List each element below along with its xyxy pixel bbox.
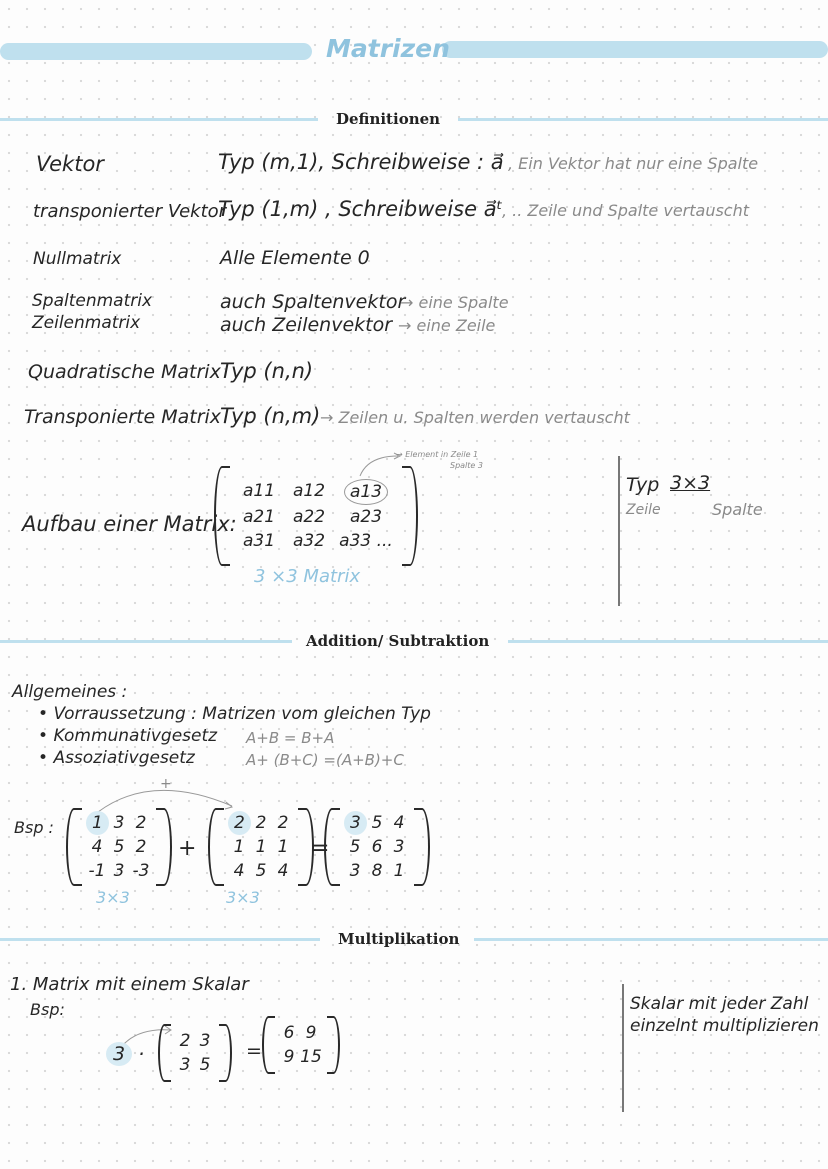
definition-value: Alle Elemente 0: [220, 247, 370, 269]
section-title-definitionen: Definitionen: [336, 110, 441, 128]
allgemeines-formula: A+B = B+A: [246, 729, 335, 747]
definition-value: Typ (n,m): [220, 404, 321, 428]
matrix-cell: 5: [199, 1055, 211, 1075]
matrix-cell: 4: [393, 813, 405, 833]
allgemeines-formula: A+ (B+C) =(A+B)+C: [246, 751, 404, 769]
aufbau-label: Aufbau einer Matrix:: [22, 512, 237, 536]
matrix-cell-highlight: a13: [334, 479, 398, 505]
definition-value: Typ (1,m) , Schreibweise a⃗ᵗ: [218, 197, 503, 221]
definition-term: Zeilenmatrix: [32, 313, 141, 333]
matrix-cell: 2: [179, 1031, 191, 1051]
definition-term: Transponierte Matrix: [24, 406, 222, 428]
matrix-cell: a22: [292, 507, 326, 527]
allgemeines-heading: Allgemeines :: [12, 682, 128, 702]
allgemeines-bullet: • Assoziativgesetz: [38, 748, 195, 768]
divider-left: [0, 938, 320, 941]
matrix-cell: 1: [393, 861, 405, 881]
matrix-cell: a31: [242, 531, 276, 551]
matrix-cell: a12: [292, 481, 326, 501]
definition-term: Quadratische Matrix: [28, 361, 221, 383]
definition-value: auch Spaltenvektor: [220, 291, 406, 313]
matrix-cell: 9: [305, 1023, 317, 1043]
matrix-cell: 5: [371, 813, 383, 833]
matrix-cell: 3: [113, 861, 125, 881]
matrix-cell: 15: [300, 1047, 322, 1067]
matrix-cell-highlight: 3: [344, 811, 366, 835]
matrix-cell: 5: [349, 837, 361, 857]
side-divider: [622, 984, 624, 1112]
allgemeines-item: Vorraussetzung : Matrizen vom gleichen Typ: [53, 704, 431, 724]
definition-value: auch Zeilenvektor: [220, 314, 393, 336]
divider-right: [474, 938, 828, 941]
definition-term: Spaltenmatrix: [32, 291, 153, 311]
matrix-cell: a11: [242, 481, 276, 501]
allgemeines-item: Assoziativgesetz: [53, 748, 195, 768]
allgemeines-item: Kommunativgesetz: [53, 726, 218, 746]
skalar-result: [262, 1016, 340, 1074]
definition-note: → eine Zeile: [398, 316, 496, 335]
matrix-cell: 2: [135, 837, 147, 857]
bsp-label: Bsp :: [14, 818, 54, 837]
matrix-cell: 3: [113, 813, 125, 833]
matrix-cell: 3: [349, 861, 361, 881]
matrix-cell: 1: [233, 837, 245, 857]
operator-equals: =: [311, 836, 330, 861]
matrix-cell: 4: [91, 837, 103, 857]
skalar-heading: 1. Matrix mit einem Skalar: [10, 974, 249, 995]
add-matrix-1: [66, 808, 172, 886]
definition-value: Typ (n,n): [220, 359, 314, 383]
divider-left: [0, 118, 318, 121]
definition-note: → eine Spalte: [400, 293, 509, 312]
divider-right: [508, 640, 828, 643]
skalar-bsp: Bsp:: [30, 1000, 65, 1019]
matrix-cell: a21: [242, 507, 276, 527]
definition-term: Vektor: [36, 152, 104, 176]
divider-left: [0, 640, 292, 643]
skalar-matrix: [158, 1024, 232, 1082]
matrix-caption: 3 ×3 Matrix: [254, 566, 361, 587]
matrix-cell: 4: [233, 861, 245, 881]
side-spalte: Spalte: [712, 500, 763, 519]
header-bar-left: [0, 43, 312, 60]
matrix-cell: 5: [113, 837, 125, 857]
section-title-addition: Addition/ Subtraktion: [306, 632, 490, 650]
matrix-cell: 5: [255, 861, 267, 881]
matrix-cell: 3: [179, 1055, 191, 1075]
operator-equals: =: [246, 1040, 262, 1062]
plus-annotation: +: [160, 776, 172, 792]
operator-plus: +: [178, 836, 197, 861]
definition-term: transponierter Vektor: [33, 201, 227, 222]
page-title: Matrizen: [326, 34, 450, 63]
annotation-text: Spalte 3: [450, 461, 483, 470]
matrix-type-caption: 3×3: [96, 888, 130, 907]
definition-note: → Zeilen u. Spalten werden vertauscht: [320, 408, 630, 427]
matrix-cell: 8: [371, 861, 383, 881]
matrix-cell: 3: [393, 837, 405, 857]
side-note: Skalar mit jeder Zahl: [630, 994, 809, 1014]
side-typ: Typ: [626, 474, 660, 496]
matrix-cell: -1: [88, 861, 106, 881]
side-zeile: Zeile: [626, 502, 661, 518]
allgemeines-bullet: • Kommunativgesetz: [38, 726, 218, 746]
definition-note: , .. Zeile und Spalte vertauscht: [502, 201, 749, 220]
add-matrix-result: [324, 808, 430, 886]
aufbau-matrix: [214, 466, 418, 566]
matrix-cell: 6: [283, 1023, 295, 1043]
definition-term: Nullmatrix: [33, 249, 122, 269]
matrix-cell: 2: [277, 813, 289, 833]
matrix-cell-highlight: 1: [86, 811, 108, 835]
skalar-value: 3: [106, 1042, 132, 1066]
matrix-cell: a23: [349, 507, 383, 527]
header-bar-right: [442, 41, 828, 58]
definition-value: Typ (m,1), Schreibweise : a⃗: [218, 150, 504, 174]
side-note: einzelnt multiplizieren: [630, 1016, 819, 1036]
annotation-text: → Element in Zeile 1: [396, 450, 479, 459]
matrix-cell: 3: [199, 1031, 211, 1051]
definition-note: , Ein Vektor hat nur eine Spalte: [508, 154, 759, 173]
matrix-cell: 2: [135, 813, 147, 833]
matrix-type-caption: 3×3: [226, 888, 260, 907]
matrix-cell: a33 ...: [339, 531, 393, 551]
matrix-cell: 1: [255, 837, 267, 857]
side-dims: 3×3: [670, 472, 711, 494]
matrix-cell: -3: [132, 861, 150, 881]
divider-right: [458, 118, 828, 121]
matrix-cell-highlight: 2: [228, 811, 250, 835]
matrix-cell: a32: [292, 531, 326, 551]
add-matrix-2: [208, 808, 314, 886]
section-title-multiplikation: Multiplikation: [338, 930, 460, 948]
matrix-cell: 2: [255, 813, 267, 833]
side-divider: [618, 456, 620, 606]
matrix-cell: 1: [277, 837, 289, 857]
matrix-cell: 6: [371, 837, 383, 857]
operator-dot: ·: [138, 1042, 145, 1066]
matrix-cell: 4: [277, 861, 289, 881]
matrix-cell: 9: [283, 1047, 295, 1067]
allgemeines-bullet: • Vorraussetzung : Matrizen vom gleichen Typ: [38, 704, 431, 724]
